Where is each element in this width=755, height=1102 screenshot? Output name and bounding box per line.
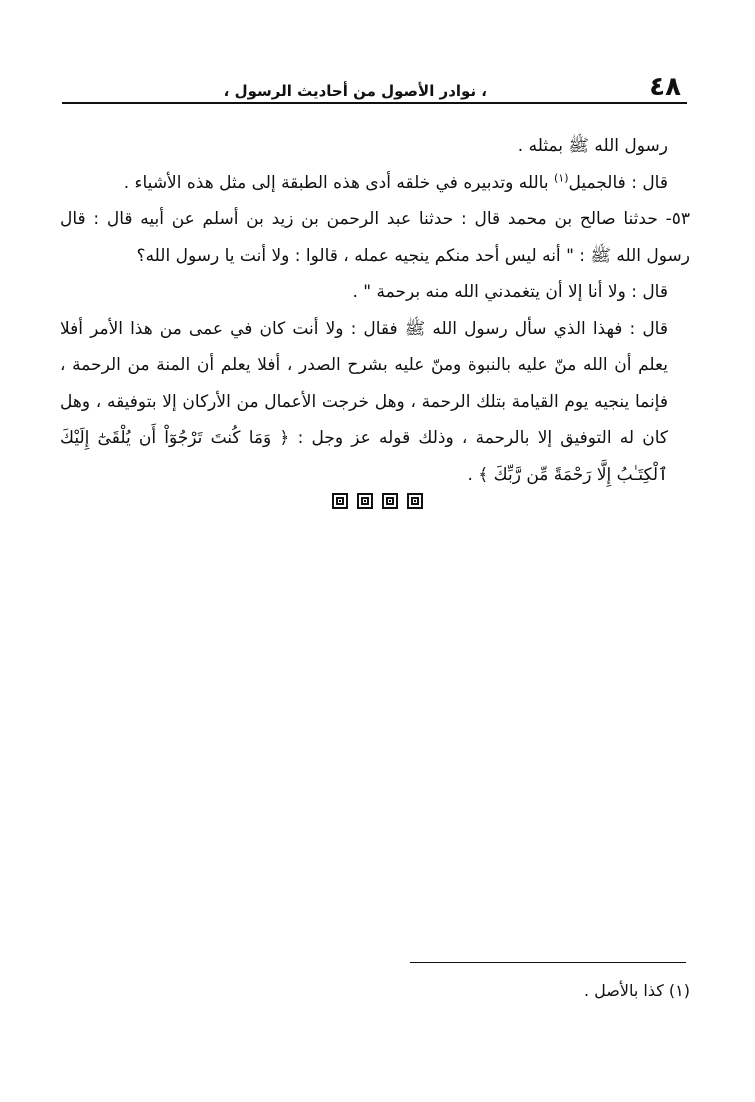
ornament-icon (357, 493, 373, 509)
footnote-marker: (١) (553, 170, 569, 184)
paragraph-4: قال : ولا أنا إلا أن يتغمدني الله منه برحمة " . (352, 282, 668, 302)
paragraph-5-text: قال : فهذا الذي سأل رسول الله ﷺ فقال : ولا أنت كان في عمى من هذا الأمر أفلا يعلم أن الله منّ عليه بالنبوة ومنّ عليه بشرح الصدر ، أفلا يعلم أن المنة من الرحمة ، فإنما ينجيه يوم القيامة بتلك الرحمة ، وهل خرجت الأعمال من الأركان إلا بتوفيقه ، وهل كان له التوفيق إلا بالرحمة ، وذلك قوله عز وجل : (60, 318, 668, 448)
paragraph-1: رسول الله ﷺ بمثله . (517, 136, 668, 156)
hadith-53: ٥٣- حدثنا صالح بن محمد قال : حدثنا عبد الرحمن بن زيد بن أسلم عن أبيه قال : قال رسول الله ﷺ : " أنه ليس أحد منكم ينجيه عمله ، قالوا : ولا أنت يا رسول الله؟ (60, 209, 690, 266)
ornament-icon (382, 493, 398, 509)
paragraph-5-end: . (467, 464, 479, 485)
running-header (62, 70, 687, 104)
quran-verse: ﴿ وَمَا كُنتَ تَرْجُوٓاْ أَن يُلْقَىٰٓ إِلَيْكَ ٱلْكِتَـٰبُ إِلَّا رَحْمَةً مِّن رَّبِّكَ ﴾ (60, 428, 668, 485)
footnote: (١) كذا بالأصل . (583, 981, 690, 1000)
header-rule (62, 102, 687, 104)
footnote-rule (410, 962, 686, 963)
paragraph-2-rest: بالله وتدبيره في خلقه أدى هذه الطبقة إلى مثل هذه الأشياء . (123, 172, 554, 193)
main-text (60, 128, 690, 493)
paragraph-2-start: قال : فالجميل (568, 172, 668, 193)
paragraph-2 (60, 165, 690, 202)
section-ornaments (0, 493, 755, 509)
ornament-icon (407, 493, 423, 509)
page-number: ٤٨ (649, 72, 681, 102)
ornament-icon (332, 493, 348, 509)
running-title: ، نوادر الأصول من أحاديث الرسول ، (223, 82, 487, 100)
paragraph-5 (60, 311, 690, 494)
